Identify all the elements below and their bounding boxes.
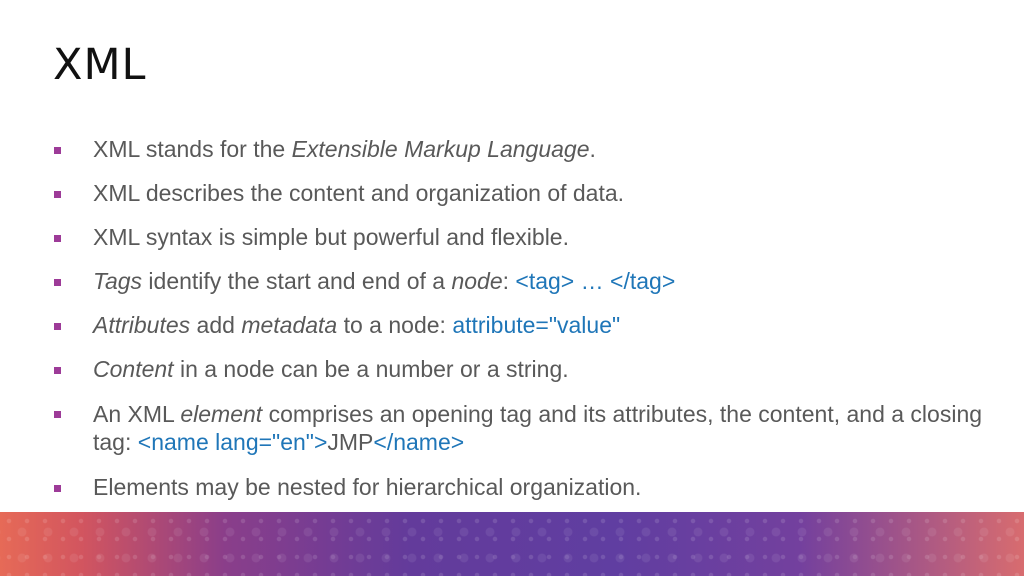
bullet-text-segment: XML describes the content and organization of data. <box>93 180 625 206</box>
bullet-list <box>54 136 984 518</box>
bullet-item-6 <box>54 356 984 382</box>
bullet-text-7 <box>93 400 984 456</box>
bullet-square-icon <box>54 235 61 242</box>
bullet-text-segment: comprises an opening tag and its attributes, the content, and a closing tag: <box>93 401 983 455</box>
bullet-square-icon <box>54 411 61 418</box>
bullet-italic-text: Content <box>93 356 174 382</box>
bullet-item-5 <box>54 312 984 338</box>
bullet-square-icon <box>54 147 61 154</box>
slide-title: XML <box>53 40 147 90</box>
bullet-text-4 <box>93 268 984 294</box>
bullet-italic-text: Attributes <box>93 312 191 338</box>
bullet-text-segment: : <box>502 268 516 294</box>
bullet-text-segment: Elements may be nested for hierarchical organization. <box>93 474 642 500</box>
xml-content-example: JMP <box>327 429 374 455</box>
bullet-item-3 <box>54 224 984 250</box>
bullet-text-8 <box>93 474 984 500</box>
bullet-text-segment: XML syntax is simple but powerful and flexible. <box>93 224 569 250</box>
bullet-item-1 <box>54 136 984 162</box>
xml-opening-tag-example: <name lang="en"> <box>137 429 328 455</box>
bullet-item-2 <box>54 180 984 206</box>
bullet-text-segment: . <box>589 136 596 162</box>
bullet-italic-text: node <box>451 268 503 294</box>
bullet-text-segment: in a node can be a number or a string. <box>173 356 569 382</box>
bullet-text-5 <box>93 312 984 338</box>
bullet-text-2 <box>93 180 984 206</box>
bullet-text-segment: identify the start and end of a <box>142 268 452 294</box>
bullet-text-segment: An XML <box>93 401 181 427</box>
bullet-text-1 <box>93 136 984 162</box>
bullet-italic-text: metadata <box>241 312 338 338</box>
footer-band <box>0 512 1024 576</box>
bullet-item-4 <box>54 268 984 294</box>
footer-dot-pattern <box>0 512 1024 576</box>
xml-closing-tag-example: </name> <box>373 429 465 455</box>
xml-attribute-example: attribute="value" <box>452 312 621 338</box>
bullet-item-7 <box>54 400 984 456</box>
bullet-text-segment: add <box>190 312 242 338</box>
bullet-square-icon <box>54 323 61 330</box>
bullet-italic-text: Extensible Markup Language <box>291 136 590 162</box>
bullet-text-segment: XML stands for the <box>93 136 292 162</box>
bullet-square-icon <box>54 485 61 492</box>
bullet-square-icon <box>54 367 61 374</box>
bullet-text-segment: to a node: <box>337 312 453 338</box>
bullet-square-icon <box>54 279 61 286</box>
xml-tag-example: <tag> … </tag> <box>515 268 676 294</box>
bullet-item-8 <box>54 474 984 500</box>
bullet-text-6 <box>93 356 984 382</box>
bullet-italic-text: Tags <box>93 268 143 294</box>
bullet-italic-text: element <box>180 401 263 427</box>
bullet-text-3 <box>93 224 984 250</box>
bullet-square-icon <box>54 191 61 198</box>
